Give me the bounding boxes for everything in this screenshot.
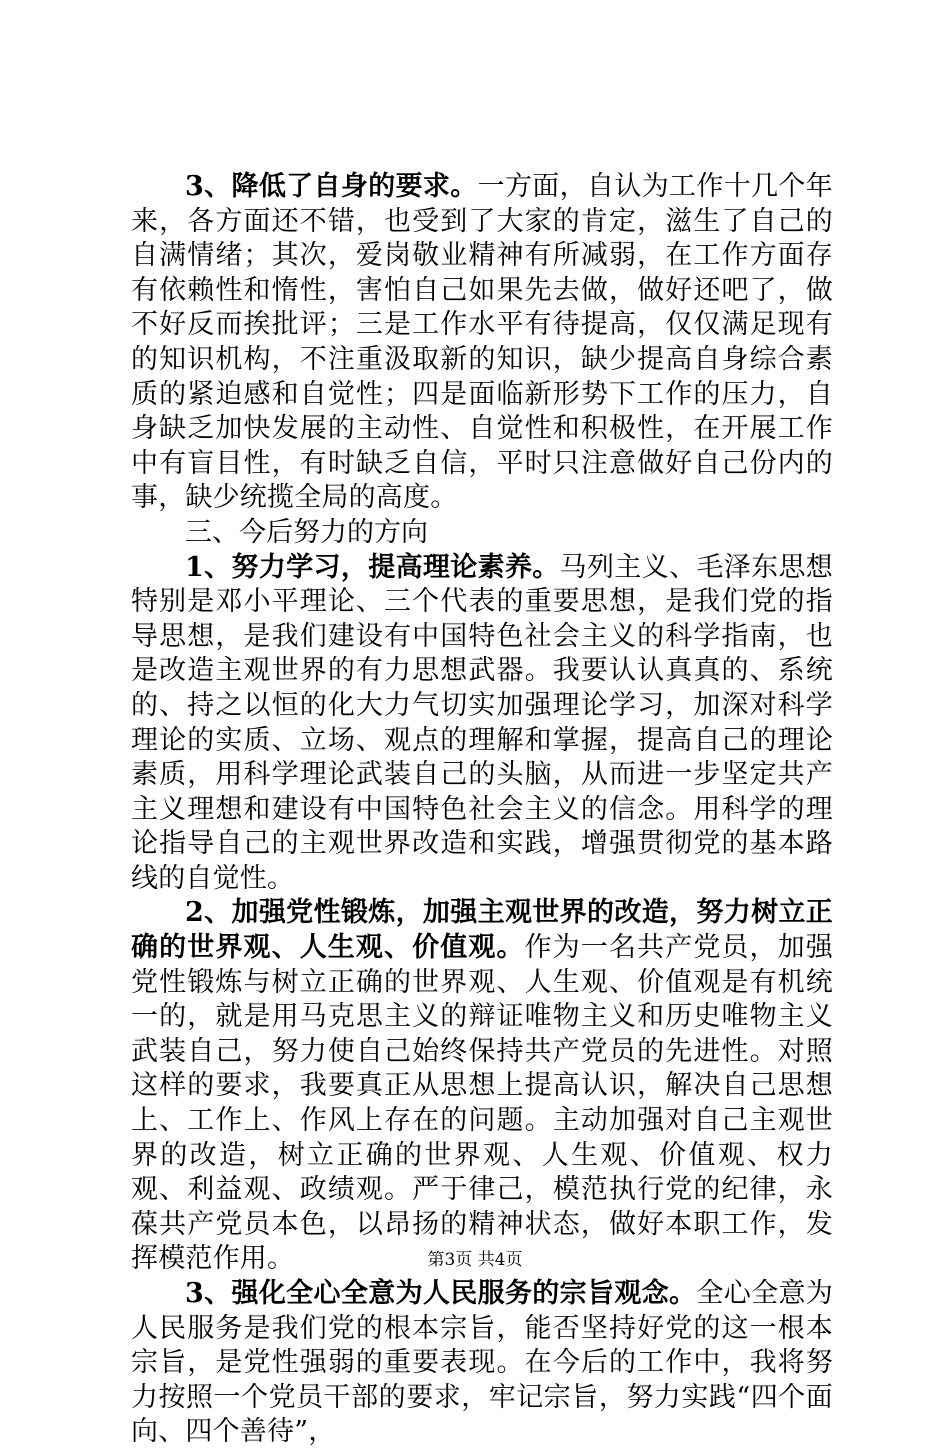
paragraph-lead: 1、努力学习，提高理论素养。 (185, 551, 560, 583)
paragraph-lead: 3、降低了自身的要求。 (185, 171, 478, 202)
paragraph-serve-people (131, 1277, 833, 1450)
paragraph-lower-self-requirements (131, 170, 833, 516)
paragraph-party-spirit (131, 896, 833, 1277)
section-heading: 三、今后努力的方向 (185, 516, 428, 548)
paragraph-lead: 3、强化全心全意为人民服务的宗旨观念。 (185, 1278, 697, 1309)
paragraph-study-theory (131, 551, 833, 897)
paragraph-text: 全心全意为人民服务是我们党的根本宗旨，能否坚持好党的这一根本宗旨，是党性强弱的重要表现。在今后的工作中，我将努力按照一个党员干部的要求，牢记宗旨，努力实践“四个面向、四个善待”， (131, 1278, 833, 1448)
paragraph-text: 作为一名共产党员，加强党性锻炼与树立正确的世界观、人生观、价值观是有机统一的，就是用马克思主义的辩证唯物主义和历史唯物主义武装自己，努力使自己始终保持共产党员的先进性。对照这样的要求，我要真正从思想上提高认识，解决自己思想上、工作上、作风上存在的问题。主动加强对自己主观世界的改造，树立正确的世界观、人生观、价值观、权力观、利益观、政绩观。严于律己，模范执行党的纪律，永葆共产党员本色，以昂扬的精神状态，做好本职工作，发挥模范作用。 (131, 932, 833, 1275)
paragraph-text: 一方面，自认为工作十几个年来，各方面还不错，也受到了大家的肯定，滋生了自己的自满情绪；其次，爱岗敬业精神有所减弱，在工作方面存有依赖性和惰性，害怕自己如果先去做，做好还吧了，做不好反而挨批评；三是工作水平有待提高，仅仅满足现有的知识机构，不注重汲取新的知识，缺少提高自身综合素质的紧迫感和自觉性；四是面临新形势下工作的压力，自身缺乏加快发展的主动性、自觉性和积极性，在开展工作中有盲目性，有时缺乏自信，平时只注意做好自己份内的事，缺少统揽全局的高度。 (131, 171, 833, 514)
page-footer: 第3页 共4页 (427, 1250, 523, 1270)
paragraph-lead: 2、加强党性锻炼，加强主观世界的改造，努力树立正确的世界观、人生观、价值观。 (131, 897, 833, 964)
paragraph-text: 马列主义、毛泽东思想特别是邓小平理论、三个代表的重要思想，是我们党的指导思想，是我们建设有中国特色社会主义的科学指南，也是改造主观世界的有力思想武器。我要认认真真的、系统的、持之以恒的化大力气切实加强理论学习，加深对科学理论的实质、立场、观点的理解和掌握，提高自己的理论素质，用科学理论武装自己的头脑，从而进一步坚定共产主义理想和建设有中国特色社会主义的信念。用科学的理论指导自己的主观世界改造和实践，增强贯彻党的基本路线的自觉性。 (131, 551, 834, 894)
